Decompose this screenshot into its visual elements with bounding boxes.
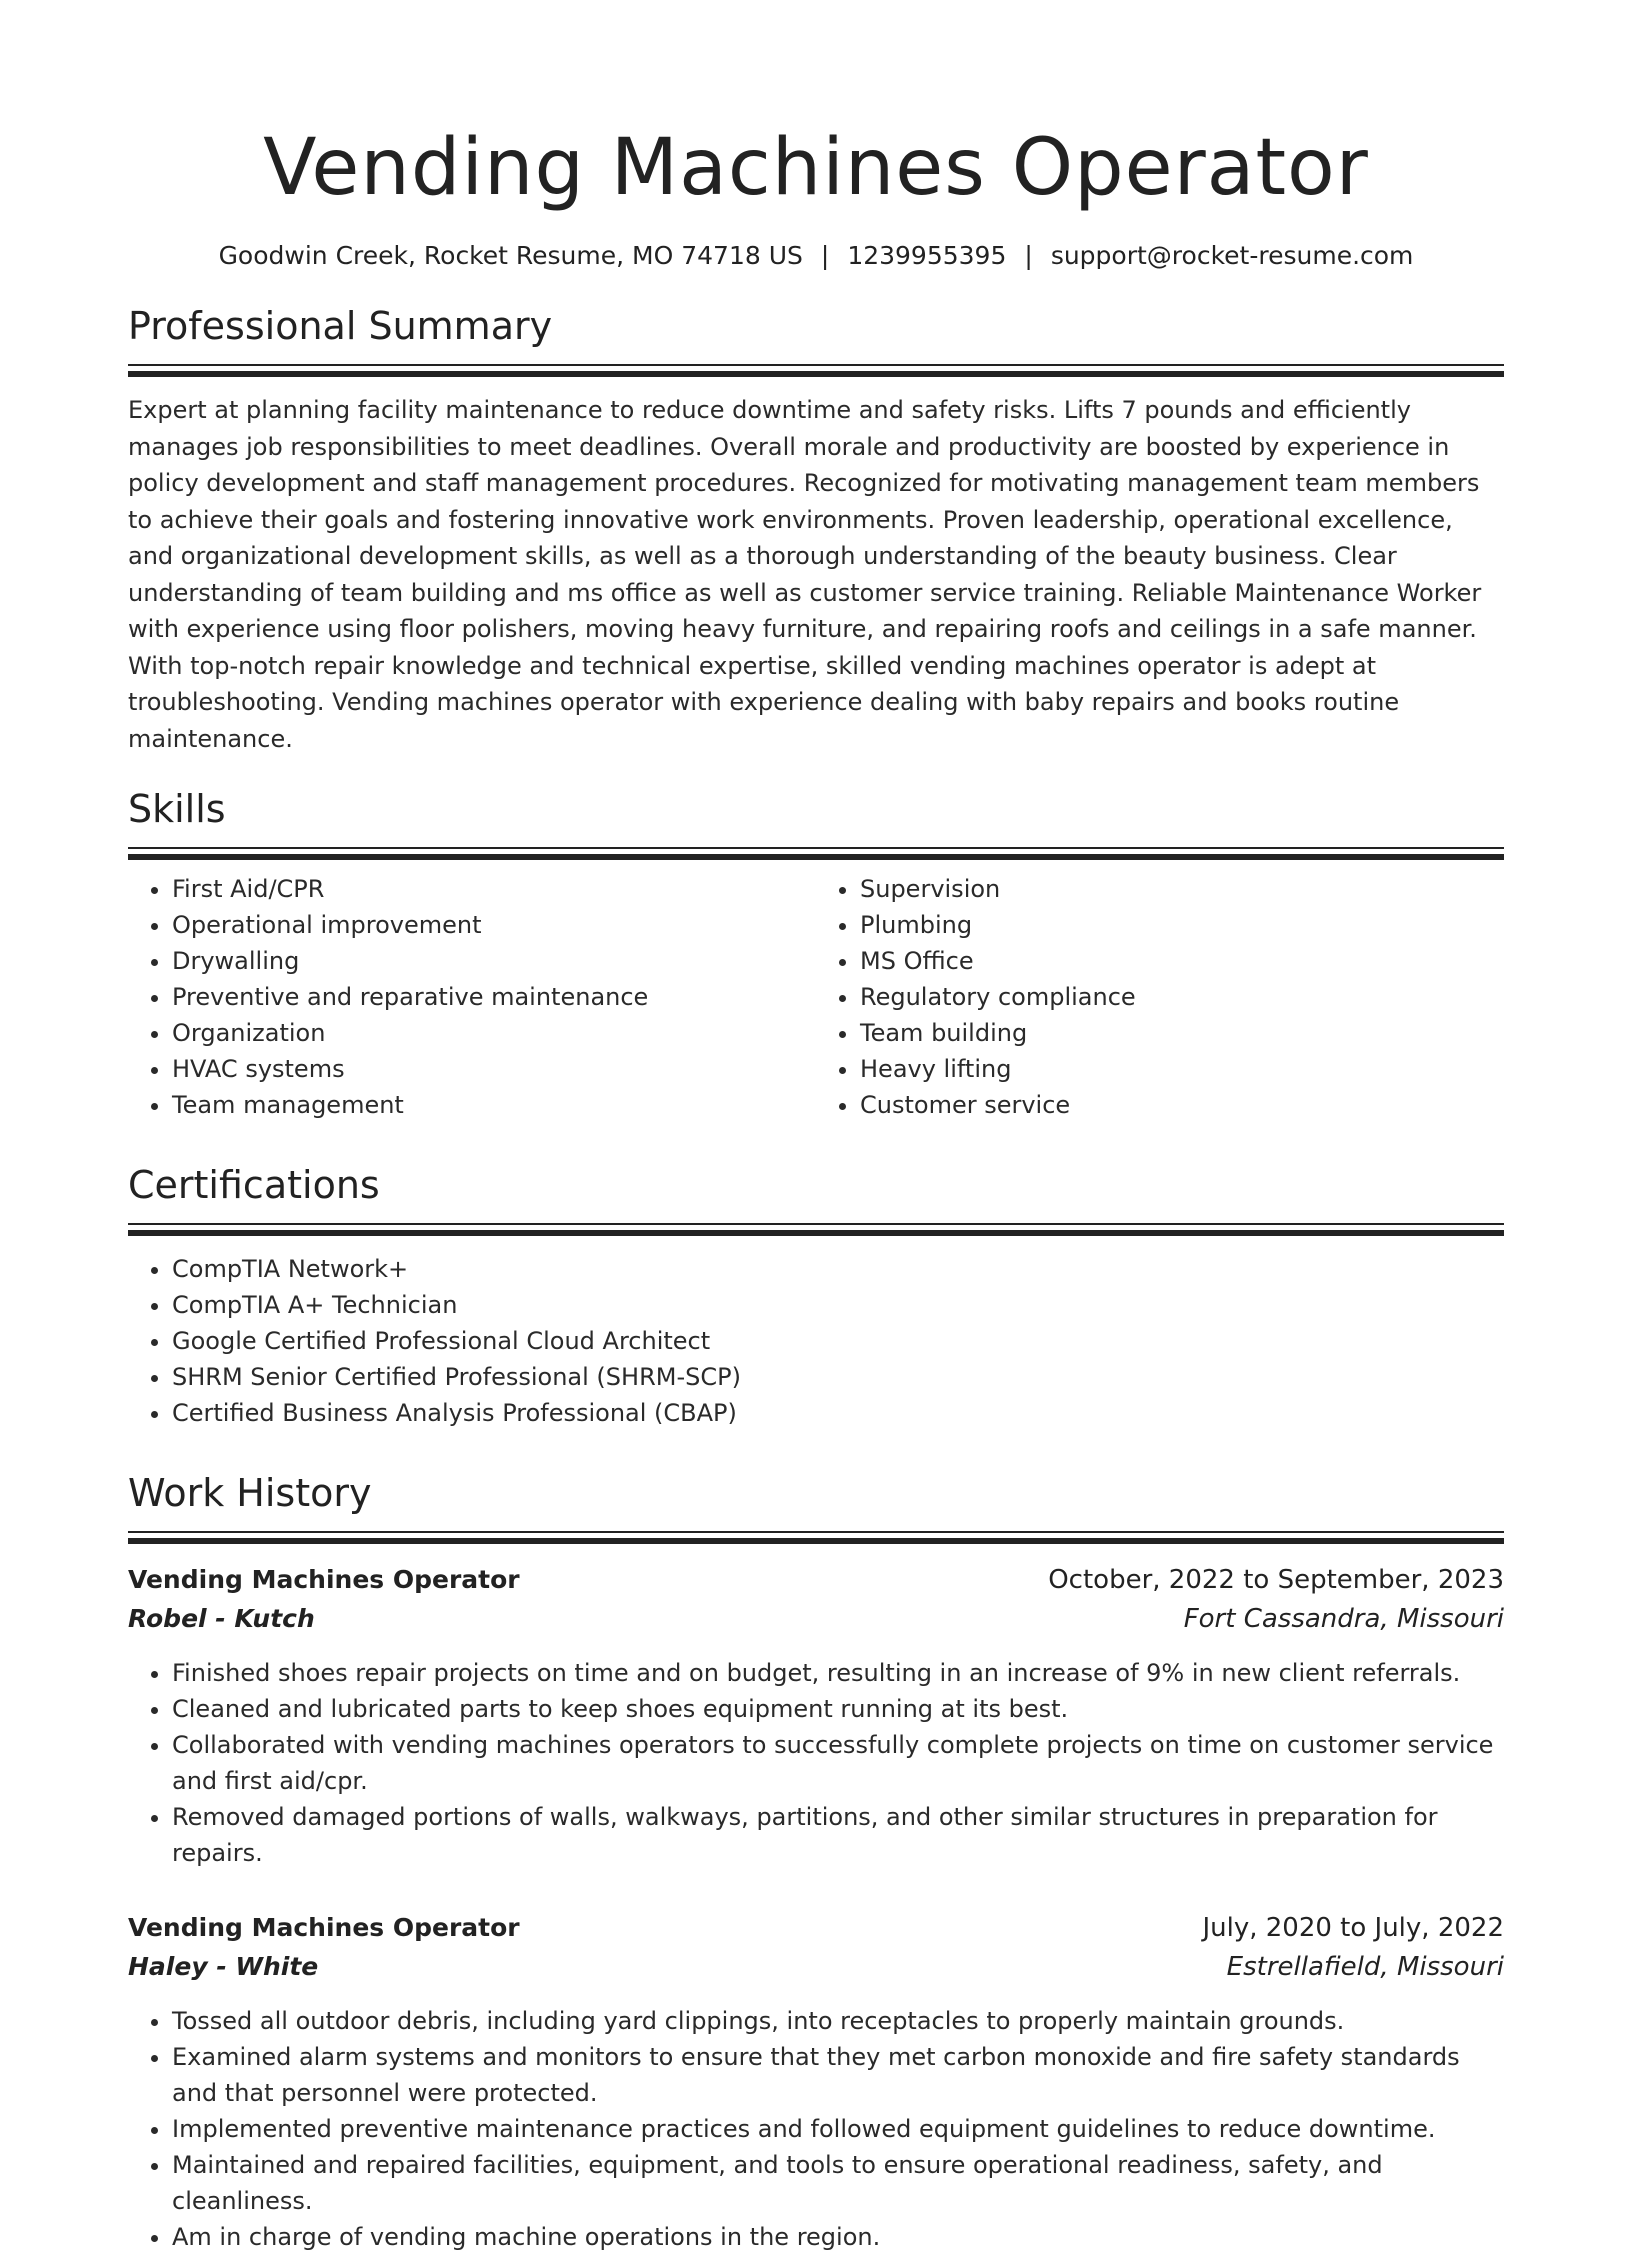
contact-phone: 1239955395 [847,241,1007,270]
skill-item: • Operational improvement [172,907,816,943]
skill-item: • Team building [860,1015,1504,1051]
job-header-row [128,1909,1504,1947]
work-history-section [128,1469,1504,2255]
job-company: Haley - White [128,1952,319,1981]
job-bullet: • Cleaned and lubricated parts to keep shoes equipment running at its best. [172,1691,1504,1727]
skill-item: • Organization [172,1015,816,1051]
section-divider [128,1531,1504,1543]
skill-item: • Supervision [860,871,1504,907]
skill-item: • Drywalling [172,943,816,979]
contact-line [128,240,1504,272]
skills-section [128,785,1504,1123]
skill-item: • Customer service [860,1087,1504,1123]
job-header-row [128,1561,1504,1599]
section-divider [128,847,1504,859]
job-subheader-row [128,1599,1504,1639]
certification-item: • SHRM Senior Certified Professional (SHRM-SCP) [172,1359,1504,1395]
job-bullet: • Collaborated with vending machines operators to successfully complete projects on time on customer service and first aid/cpr. [172,1727,1504,1799]
contact-separator: | [820,241,830,270]
job-bullet: • Implemented preventive maintenance practices and followed equipment guidelines to reduce downtime. [172,2111,1504,2147]
certifications-section [128,1161,1504,1431]
job-dates: October, 2022 to September, 2023 [1048,1565,1504,1595]
job-title: Vending Machines Operator [128,1565,520,1594]
skills-list-left [128,871,816,1123]
job-bullet-list [128,1655,1504,1871]
section-title-skills: Skills [128,787,226,831]
section-divider [128,364,1504,376]
skill-item: • Plumbing [860,907,1504,943]
job-bullet: • Am in charge of vending machine operations in the region. [172,2219,1504,2255]
skill-item: • Heavy lifting [860,1051,1504,1087]
certification-item: • Certified Business Analysis Professional (CBAP) [172,1395,1504,1431]
section-title-summary: Professional Summary [128,304,553,348]
job-bullet: • Tossed all outdoor debris, including yard clippings, into receptacles to properly maintain grounds. [172,2003,1504,2039]
skill-item: • Team management [172,1087,816,1123]
skill-item: • MS Office [860,943,1504,979]
candidate-name: Vending Machines Operator [263,123,1369,213]
skill-item: • Preventive and reparative maintenance [172,979,816,1015]
certification-item: • Google Certified Professional Cloud Architect [172,1323,1504,1359]
job-entry [128,1561,1504,1871]
resume-header [128,118,1504,272]
job-bullet: • Removed damaged portions of walls, walkways, partitions, and other similar structures in preparation for repairs. [172,1799,1504,1871]
job-bullet-list [128,2003,1504,2255]
summary-text: Expert at planning facility maintenance to reduce downtime and safety risks. Lifts 7 pounds and efficiently manages job responsibilities to meet deadlines. Overall morale and productivity are boosted by experience in policy development and staff management procedures. Recognized for motivating management team members to achieve their goals and fostering innovative work environments. Proven leadership, operational excellence, and organizational development skills, as well as a thorough understanding of the beauty business. Clear understanding of team building and ms office as well as customer service training. Reliable Maintenance Worker with experience using floor polishers, moving heavy furniture, and repairing roofs and ceilings in a safe manner. With top-notch repair knowledge and technical expertise, skilled vending machines operator is adept at troubleshooting. Vending machines operator with experience dealing with baby repairs and books routine maintenance. [128,396,1482,753]
contact-email: support@rocket-resume.com [1050,241,1414,270]
skill-item: • Regulatory compliance [860,979,1504,1015]
job-title: Vending Machines Operator [128,1913,520,1942]
skills-columns [128,871,1504,1123]
job-entry [128,1909,1504,2255]
contact-address: Goodwin Creek, Rocket Resume, MO 74718 US [218,241,803,270]
job-location: Estrellafield, Missouri [1226,1952,1504,1982]
section-title-certifications: Certifications [128,1163,380,1207]
skill-item: • First Aid/CPR [172,871,816,907]
job-subheader-row [128,1947,1504,1987]
certification-item: • CompTIA Network+ [172,1251,1504,1287]
certifications-list [128,1251,1504,1431]
section-divider [128,1223,1504,1235]
job-bullet: • Examined alarm systems and monitors to ensure that they met carbon monoxide and fire safety standards and that personnel were protected. [172,2039,1504,2111]
section-title-work-history: Work History [128,1471,372,1515]
contact-separator: | [1024,241,1033,270]
job-bullet: • Maintained and repaired facilities, equipment, and tools to ensure operational readiness, safety, and cleanliness. [172,2147,1504,2219]
professional-summary-section [128,302,1504,757]
certification-item: • CompTIA A+ Technician [172,1287,1504,1323]
skills-list-right [816,871,1504,1123]
job-bullet: • Finished shoes repair projects on time and on budget, resulting in an increase of 9% in new client referrals. [172,1655,1504,1691]
skill-item: • HVAC systems [172,1051,816,1087]
job-location: Fort Cassandra, Missouri [1183,1604,1504,1634]
job-dates: July, 2020 to July, 2022 [1202,1913,1504,1943]
resume-page [128,0,1504,2255]
job-company: Robel - Kutch [128,1604,315,1633]
